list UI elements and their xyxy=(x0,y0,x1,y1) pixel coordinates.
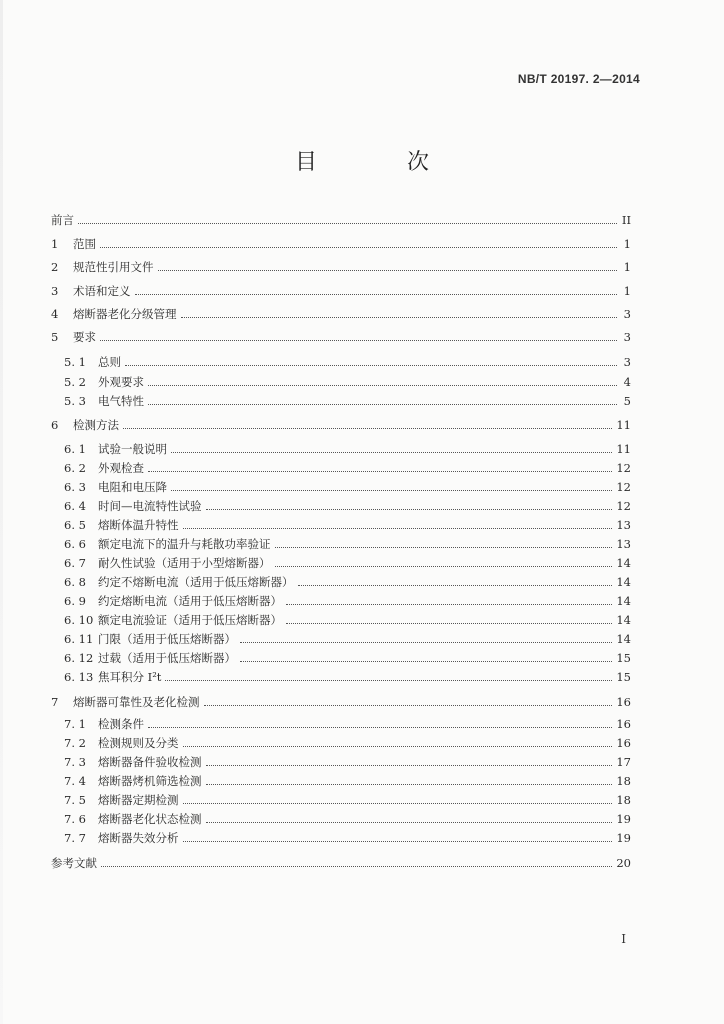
toc-dot-leader xyxy=(286,604,612,605)
toc-entry-page: 3 xyxy=(623,355,631,369)
toc-entry[interactable] xyxy=(51,853,631,873)
toc-entry-number: 1 xyxy=(51,237,59,251)
toc-entry-page: 12 xyxy=(616,499,631,513)
toc-entry-number: 7. 6 xyxy=(64,812,86,826)
toc-entry[interactable] xyxy=(64,458,631,478)
toc-entry-label: 熔断器老化分级管理 xyxy=(73,307,177,321)
toc-entry-label: 熔断器失效分析 xyxy=(98,831,179,845)
toc-entry-label: 约定不熔断电流（适用于低压熔断器） xyxy=(98,575,294,589)
toc-entry-number: 6. 1 xyxy=(64,442,86,456)
toc-entry-page: 14 xyxy=(616,613,631,627)
toc-dot-leader xyxy=(148,404,617,405)
toc-entry[interactable] xyxy=(51,210,631,230)
toc-entry[interactable] xyxy=(51,281,631,301)
toc-dot-leader xyxy=(183,803,613,804)
toc-entry[interactable] xyxy=(64,629,631,649)
toc-entry-page: 20 xyxy=(616,856,631,870)
toc-entry-label: 参考文献 xyxy=(51,856,97,870)
toc-entry-label: 规范性引用文件 xyxy=(73,260,154,274)
toc-entry-number: 5. 2 xyxy=(64,375,86,389)
toc-dot-leader xyxy=(286,623,612,624)
toc-entry-number: 6. 2 xyxy=(64,461,86,475)
toc-entry-label: 熔断器烤机筛选检测 xyxy=(98,774,202,788)
toc-dot-leader xyxy=(171,452,612,453)
toc-entry-number: 6. 12 xyxy=(64,651,94,665)
toc-dot-leader xyxy=(240,642,612,643)
toc-entry[interactable] xyxy=(64,667,631,687)
toc-dot-leader xyxy=(125,365,617,366)
toc-entry-page: 12 xyxy=(616,461,631,475)
toc-entry-number: 7 xyxy=(51,695,59,709)
toc-entry[interactable] xyxy=(51,304,631,324)
toc-dot-leader xyxy=(78,223,617,224)
toc-dot-leader xyxy=(183,746,613,747)
toc-dot-leader xyxy=(148,385,617,386)
toc-dot-leader xyxy=(206,784,613,785)
toc-entry-page: 13 xyxy=(616,518,631,532)
toc-entry-label: 时间—电流特性试验 xyxy=(98,499,202,513)
toc-entry-label: 熔断器可靠性及老化检测 xyxy=(73,695,200,709)
toc-entry-number: 6. 10 xyxy=(64,613,94,627)
toc-entry[interactable] xyxy=(64,648,631,668)
toc-entry-page: 5 xyxy=(623,394,631,408)
toc-entry-page: 15 xyxy=(616,670,631,684)
toc-entry-page: 19 xyxy=(616,812,631,826)
toc-entry[interactable] xyxy=(64,553,631,573)
toc-entry-number: 4 xyxy=(51,307,59,321)
toc-dot-leader xyxy=(275,547,613,548)
toc-entry-page: 14 xyxy=(616,632,631,646)
toc-entry[interactable] xyxy=(64,790,631,810)
toc-entry-page: II xyxy=(621,213,631,227)
toc-entry-label: 外观检查 xyxy=(98,461,144,475)
toc-entry-label: 焦耳积分 I²t xyxy=(98,670,162,684)
toc-entry[interactable] xyxy=(51,257,631,277)
toc-dot-leader xyxy=(183,841,613,842)
toc-entry-label: 总则 xyxy=(98,355,121,369)
toc-entry-label: 检测方法 xyxy=(73,418,119,432)
toc-entry[interactable] xyxy=(64,591,631,611)
standard-code: NB/T 20197. 2—2014 xyxy=(517,72,640,86)
toc-entry[interactable] xyxy=(51,692,631,712)
toc-dot-leader xyxy=(101,866,612,867)
toc-entry-page: 18 xyxy=(616,793,631,807)
toc-dot-leader xyxy=(171,490,612,491)
toc-entry-number: 6 xyxy=(51,418,59,432)
toc-entry-number: 7. 2 xyxy=(64,736,86,750)
toc-entry-page: 11 xyxy=(616,442,631,456)
toc-entry-label: 术语和定义 xyxy=(73,284,131,298)
toc-entry-label: 外观要求 xyxy=(98,375,144,389)
toc-dot-leader xyxy=(183,528,613,529)
toc-entry-label: 额定电流下的温升与耗散功率验证 xyxy=(98,537,271,551)
toc-dot-leader xyxy=(100,340,617,341)
page-title: 目 次 xyxy=(294,150,463,175)
toc-entry-number: 5 xyxy=(51,330,59,344)
toc-entry-page: 16 xyxy=(616,695,631,709)
toc-dot-leader xyxy=(298,585,613,586)
toc-entry-number: 2 xyxy=(51,260,59,274)
toc-entry-number: 6. 13 xyxy=(64,670,94,684)
toc-entry[interactable] xyxy=(64,372,631,392)
toc-dot-leader xyxy=(204,705,613,706)
toc-entry[interactable] xyxy=(64,391,631,411)
toc-entry[interactable] xyxy=(64,352,631,372)
toc-entry-number: 7. 4 xyxy=(64,774,86,788)
toc-entry[interactable] xyxy=(64,714,631,734)
toc-entry-label: 前言 xyxy=(51,213,74,227)
toc-dot-leader xyxy=(181,317,618,318)
toc-entry-page: 12 xyxy=(616,480,631,494)
toc-entry-label: 检测条件 xyxy=(98,717,144,731)
toc-entry[interactable] xyxy=(64,534,631,554)
toc-dot-leader xyxy=(135,294,618,295)
toc-entry-number: 6. 11 xyxy=(64,632,94,646)
toc-entry-page: 3 xyxy=(623,307,631,321)
toc-dot-leader xyxy=(240,661,612,662)
toc-entry-label: 熔断器定期检测 xyxy=(98,793,179,807)
toc-dot-leader xyxy=(165,680,612,681)
toc-entry-number: 5. 1 xyxy=(64,355,86,369)
toc-entry-number: 7. 3 xyxy=(64,755,86,769)
toc-entry-page: 11 xyxy=(616,418,631,432)
toc-entry[interactable] xyxy=(64,733,631,753)
toc-entry-label: 范围 xyxy=(73,237,96,251)
toc-entry-number: 5. 3 xyxy=(64,394,86,408)
toc-entry-label: 门限（适用于低压熔断器） xyxy=(98,632,236,646)
toc-entry[interactable] xyxy=(64,572,631,592)
toc-entry[interactable] xyxy=(64,496,631,516)
toc-entry-label: 耐久性试验（适用于小型熔断器） xyxy=(98,556,271,570)
toc-entry[interactable] xyxy=(64,809,631,829)
toc-entry-page: 18 xyxy=(616,774,631,788)
toc-entry-label: 熔断体温升特性 xyxy=(98,518,179,532)
toc-entry-page: 15 xyxy=(616,651,631,665)
toc-entry[interactable] xyxy=(51,327,631,347)
toc-entry-page: 14 xyxy=(616,556,631,570)
toc-entry-page: 1 xyxy=(623,284,631,298)
toc-dot-leader xyxy=(206,509,613,510)
page-number: I xyxy=(621,932,626,946)
toc-entry-page: 14 xyxy=(616,575,631,589)
toc-entry[interactable] xyxy=(64,610,631,630)
toc-dot-leader xyxy=(123,428,612,429)
toc-entry-number: 6. 9 xyxy=(64,594,86,608)
toc-dot-leader xyxy=(206,822,613,823)
toc-entry-number: 6. 3 xyxy=(64,480,86,494)
toc-entry-number: 7. 5 xyxy=(64,793,86,807)
toc-entry[interactable] xyxy=(51,415,631,435)
toc-entry-page: 13 xyxy=(616,537,631,551)
toc-entry-label: 约定熔断电流（适用于低压熔断器） xyxy=(98,594,282,608)
toc-entry[interactable] xyxy=(64,752,631,772)
toc-entry-page: 3 xyxy=(623,330,631,344)
toc-entry-label: 过载（适用于低压熔断器） xyxy=(98,651,236,665)
toc-entry-page: 16 xyxy=(616,736,631,750)
toc-entry[interactable] xyxy=(64,828,631,848)
toc-dot-leader xyxy=(148,727,612,728)
toc-entry-page: 19 xyxy=(616,831,631,845)
toc-entry-number: 3 xyxy=(51,284,59,298)
toc-entry-page: 4 xyxy=(623,375,631,389)
toc-entry-number: 7. 1 xyxy=(64,717,86,731)
toc-entry-page: 17 xyxy=(616,755,631,769)
toc-entry-label: 电阻和电压降 xyxy=(98,480,167,494)
toc-entry[interactable] xyxy=(64,439,631,459)
toc-entry-number: 6. 5 xyxy=(64,518,86,532)
toc-dot-leader xyxy=(148,471,612,472)
toc-entry-page: 16 xyxy=(616,717,631,731)
toc-entry-label: 试验一般说明 xyxy=(98,442,167,456)
toc-entry-label: 熔断器备件验收检测 xyxy=(98,755,202,769)
toc-entry[interactable] xyxy=(51,234,631,254)
toc-entry-page: 14 xyxy=(616,594,631,608)
toc-dot-leader xyxy=(158,270,618,271)
toc-entry-label: 要求 xyxy=(73,330,96,344)
toc-entry-label: 电气特性 xyxy=(98,394,144,408)
toc-entry-label: 额定电流验证（适用于低压熔断器） xyxy=(98,613,282,627)
toc-entry-number: 7. 7 xyxy=(64,831,86,845)
toc-entry-number: 6. 8 xyxy=(64,575,86,589)
toc-entry-page: 1 xyxy=(623,237,631,251)
toc-dot-leader xyxy=(275,566,613,567)
toc-entry[interactable] xyxy=(64,515,631,535)
toc-entry-page: 1 xyxy=(623,260,631,274)
toc-entry-label: 检测规则及分类 xyxy=(98,736,179,750)
toc-entry-number: 6. 4 xyxy=(64,499,86,513)
toc-entry-label: 熔断器老化状态检测 xyxy=(98,812,202,826)
toc-entry-number: 6. 7 xyxy=(64,556,86,570)
toc-entry[interactable] xyxy=(64,771,631,791)
toc-entry[interactable] xyxy=(64,477,631,497)
toc-dot-leader xyxy=(100,247,617,248)
toc-entry-number: 6. 6 xyxy=(64,537,86,551)
toc-dot-leader xyxy=(206,765,613,766)
